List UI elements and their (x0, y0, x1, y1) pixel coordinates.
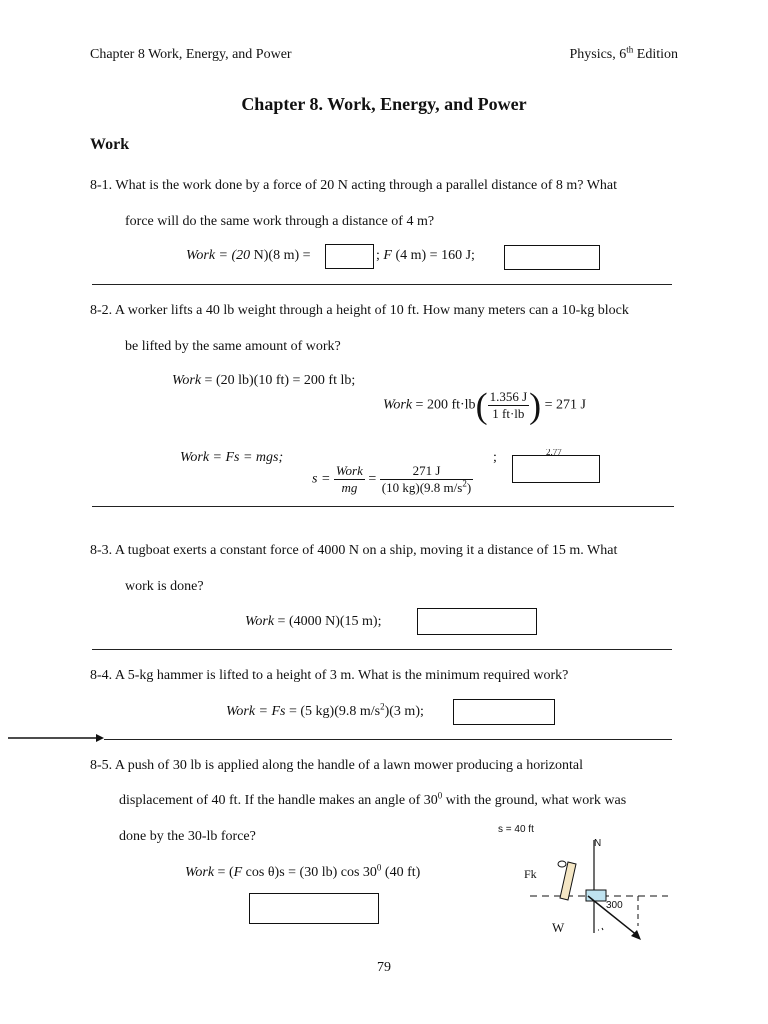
answer-box-8-5[interactable] (249, 893, 379, 924)
divider (92, 284, 672, 285)
answer-box-8-1a[interactable] (325, 244, 374, 269)
problem-8-1-equation-2: ; F (4 m) = 160 J; (376, 248, 475, 263)
problem-8-5-line3: done by the 30-lb force? (119, 829, 256, 844)
problem-8-2-equation-4: s = $\frac{\text{Work}}{mg}$ = $\frac{271 J}{(10 kg)(9.8 m/s^2)}$ (312, 463, 472, 495)
handle-grip (558, 861, 566, 867)
mower-handle (560, 862, 576, 900)
work-over-mg-fraction: $\frac{\text{Work}}{mg}$ (335, 463, 363, 495)
running-header-right: Physics, 6th Edition (569, 44, 678, 62)
divider (92, 506, 674, 507)
problem-8-4-equation: Work = Fs = (5 kg)(9.8 $m/s^2)(3$ m); (226, 701, 424, 719)
problem-8-3-equation: Work = (4000 N)(15 m); (245, 614, 382, 629)
problem-8-2-equation-3: Work = Fs = mgs; (180, 450, 284, 465)
problem-8-2-line2: be lifted by the same amount of work? (125, 339, 341, 354)
diagram-drawing (490, 818, 680, 948)
problem-8-3-line2: work is done? (125, 579, 204, 594)
divider (92, 649, 672, 650)
running-header-left: Chapter 8 Work, Energy, and Power (90, 47, 292, 62)
problem-8-5-line1: 8-5. A push of 30 lb is applied along the handle of a lawn mower producing a horizontal (90, 758, 584, 773)
problem-8-2-clipped-answer: 2.77 (546, 449, 562, 455)
friction-label: Fk (524, 867, 537, 881)
answer-box-8-2[interactable] (512, 455, 600, 483)
problem-8-2-equation-1: Work = (20 lb)(10 ft) = 200 ft lb; (172, 373, 356, 388)
displacement-label: s = 40 ft (498, 824, 534, 835)
answer-box-8-4[interactable] (453, 699, 555, 725)
mower-body (586, 890, 606, 901)
problem-8-2-conversion: Work = 200 ft·lb( $\frac{1.356 J}{1 ft\cdot lb}$ ) = 271 J (383, 385, 586, 426)
numeric-fraction: $\frac{271 J}{(10 kg)(9.8 m/s^2)}$ (381, 463, 472, 495)
problem-8-4-line1: 8-4. A 5-kg hammer is lifted to a height of 3 m. What is the minimum required work? (90, 668, 569, 683)
normal-force-label: N (594, 838, 602, 849)
problem-8-2-separator: ; (493, 450, 497, 465)
chapter-title: Chapter 8. Work, Energy, and Power (241, 94, 527, 114)
divider (104, 739, 672, 740)
answer-box-8-3[interactable] (417, 608, 537, 635)
arrow-marker (8, 732, 104, 744)
problem-8-1-line2: force will do the same work through a distance of 4 m? (125, 214, 435, 229)
problem-8-3-line1: 8-3. A tugboat exerts a constant force of 4000 N on a ship, moving it a distance of 15 m. What (90, 543, 618, 558)
page-number: 79 (377, 960, 391, 975)
problem-8-5-equation: Work = (F cos θ)s = (30 lb) $\cos 30^0$ (40 ft) (185, 862, 421, 880)
angle-label: 300 (606, 900, 623, 911)
free-body-diagram (490, 818, 680, 948)
problem-8-5-line2: displacement of 40 ft. If the handle makes an angle of $30^0$ with the ground, what work was (119, 790, 627, 808)
answer-box-8-1b[interactable] (504, 245, 600, 270)
weight-label: W (552, 920, 565, 935)
problem-8-2-line1: 8-2. A worker lifts a 40 lb weight through a height of 10 ft. How many meters can a 10-kg block (90, 303, 629, 318)
section-heading: Work (90, 136, 130, 153)
problem-8-1-equation: Work = (20 N)(8 m) = (186, 248, 311, 263)
problem-8-1-line1: 8-1. What is the work done by a force of 20 N acting through a parallel distance of 8 m? What (90, 178, 618, 193)
conversion-fraction: $\frac{1.356 J}{1 ft\cdot lb}$ (489, 389, 528, 421)
